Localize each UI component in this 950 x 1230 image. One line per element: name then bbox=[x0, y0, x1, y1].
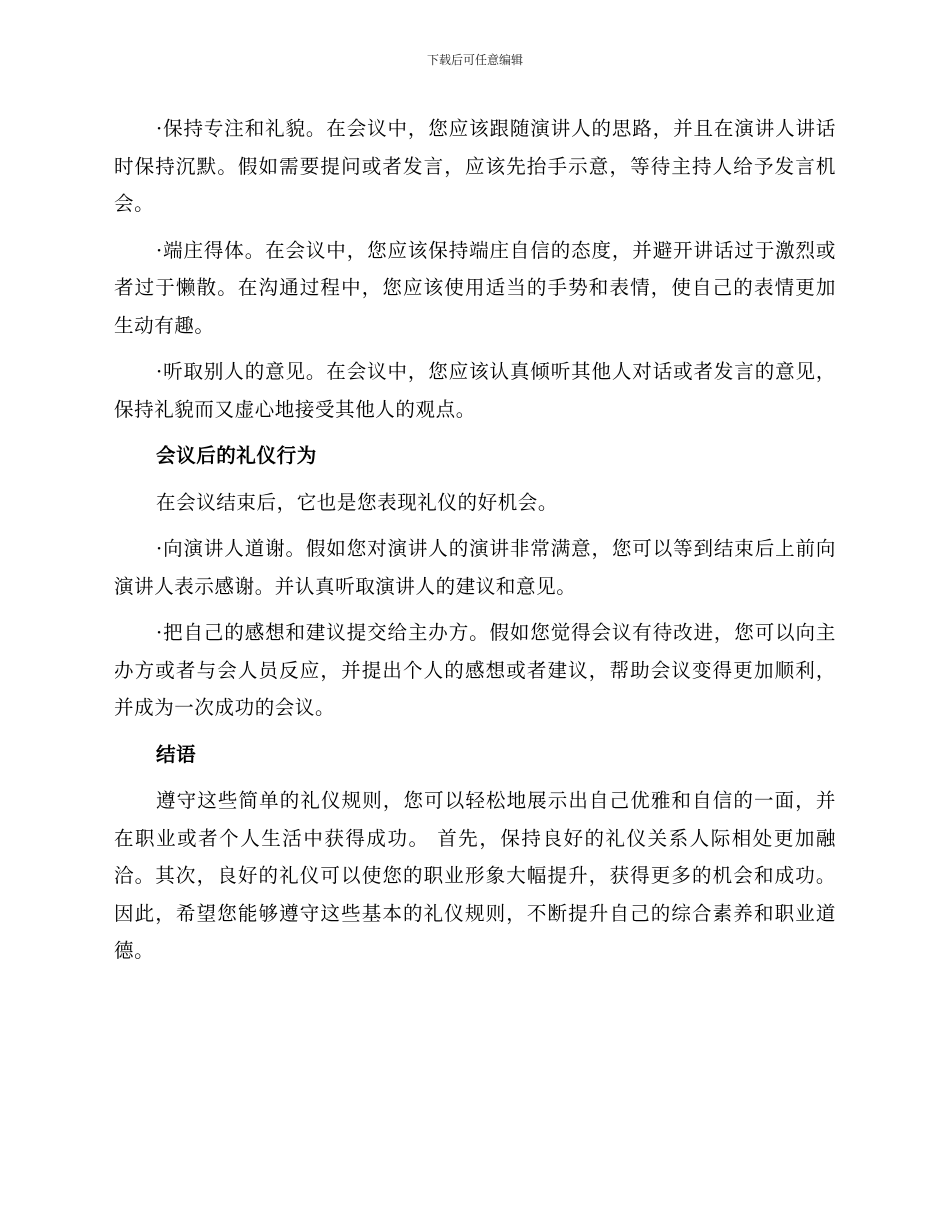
paragraph-focus-courtesy: ·保持专注和礼貌。在会议中，您应该跟随演讲人的思路，并且在演讲人讲话时保持沉默。假如需要提问或者发言，应该先抬手示意，等待主持人给予发言机会。 bbox=[114, 117, 836, 215]
page-header: 下载后可任意编辑 bbox=[426, 53, 523, 67]
paragraph-after-meeting-intro: 在会议结束后，它也是您表现礼仪的好机会。 bbox=[156, 490, 559, 514]
paragraph-thank-speaker: ·向演讲人道谢。假如您对演讲人的演讲非常满意，您可以等到结束后上前向演讲人表示感谢。并认真听取演讲人的建议和意见。 bbox=[114, 537, 836, 598]
document-body bbox=[114, 110, 836, 979]
section-heading-conclusion: 结语 bbox=[156, 742, 197, 766]
paragraph-conclusion: 遵守这些简单的礼仪规则，您可以轻松地展示出自己优雅和自信的一面，并在职业或者个人生活中获得成功。 首先，保持良好的礼仪关系人际相处更加融洽。其次，良好的礼仪可以使您的职业形象大幅提升，获得更多的机会和成功。因此，希望您能够遵守这些基本的礼仪规则，不断提升自己的综合素养和职业道德。 bbox=[114, 789, 836, 962]
paragraph-dignified: ·端庄得体。在会议中，您应该保持端庄自信的态度，并避开讲话过于激烈或者过于懒散。在沟通过程中，您应该使用适当的手势和表情，使自己的表情更加生动有趣。 bbox=[114, 238, 836, 337]
section-heading-after-meeting: 会议后的礼仪行为 bbox=[156, 444, 317, 467]
paragraph-listen-opinions: ·听取别人的意见。在会议中，您应该认真倾听其他人对话或者发言的意见，保持礼貌而又虚心地接受其他人的观点。 bbox=[114, 360, 836, 421]
paragraph-submit-feedback: ·把自己的感想和建议提交给主办方。假如您觉得会议有待改进，您可以向主办方或者与会人员反应，并提出个人的感想或者建议，帮助会议变得更加顺利，并成为一次成功的会议。 bbox=[114, 621, 836, 719]
